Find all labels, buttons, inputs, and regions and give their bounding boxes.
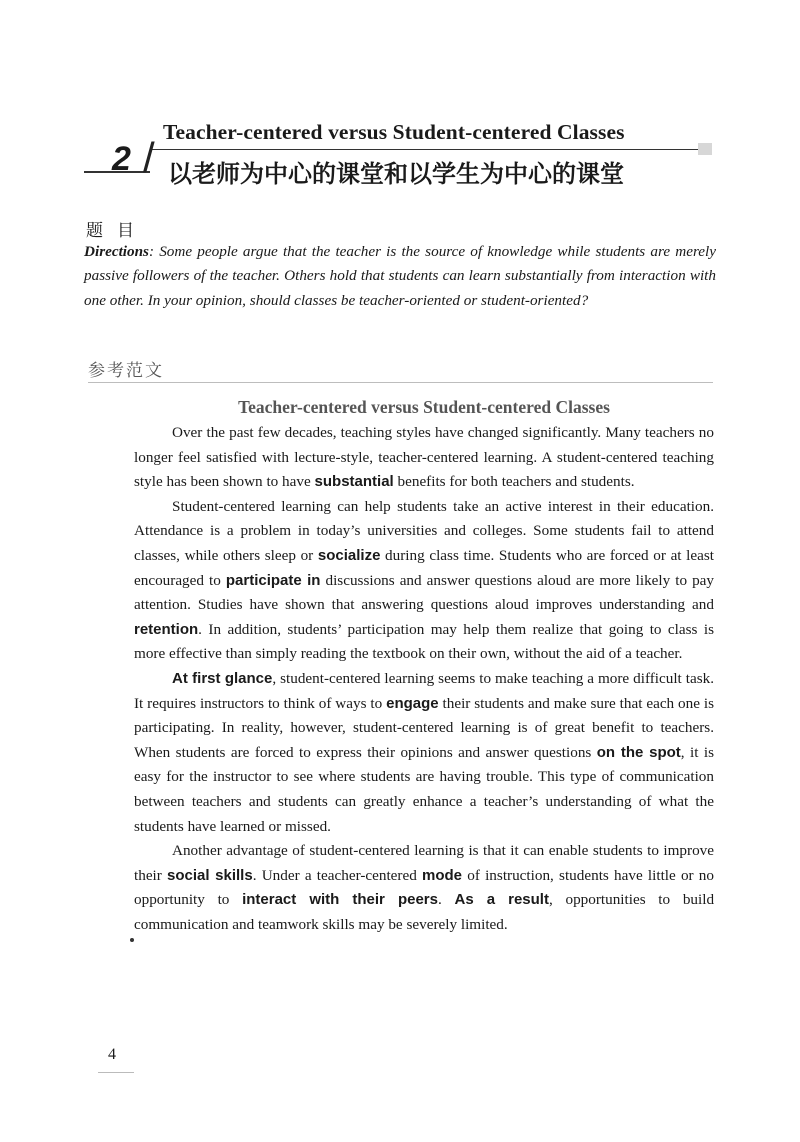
chapter-title-en: Teacher-centered versus Student-centered Classes [163, 120, 625, 144]
essay-paragraph-1 [134, 421, 714, 495]
essay-text: of instruction, students have little or no opportunity to [134, 866, 714, 909]
topic-heading: 题目 [86, 221, 148, 241]
header-rule-end-mark [698, 143, 712, 155]
keyword: engage [386, 694, 439, 712]
keyword: At first glance [172, 669, 273, 687]
essay-text: . Under a teacher-centered [252, 866, 423, 884]
essay-title: Teacher-centered versus Student-centered Classes [238, 397, 610, 417]
keyword: participate in [225, 571, 321, 589]
keyword: retention [134, 620, 199, 638]
essay-text: Student-centered learning can help students take an active interest in their education. Attendance is a problem in today’s universities and colleges. Some students fail to attend classes, while others sleep or [134, 497, 714, 564]
chapter-slash-ornament: / [143, 134, 155, 181]
keyword: social skills [167, 866, 253, 884]
keyword: substantial [314, 473, 394, 491]
keyword: socialize [317, 546, 381, 564]
footer-ornament [98, 1072, 134, 1073]
essay-text: , it is easy for the instructor to see where students are having trouble. This type of communication between teachers and students can greatly enhance a teacher’s understanding of what the students have learned or missed. [134, 743, 714, 835]
essay-text: . [437, 891, 455, 909]
chapter-title-cn: 以老师为中心的课堂和以学生为中心的课堂 [168, 160, 624, 188]
essay-text: , opportunities to build communication and teamwork skills may be severely limited. [134, 891, 715, 933]
directions-text: : Some people argue that the teacher is the source of knowledge while students are merely passive followers of the teacher. Others hold that students can learn substantially from interaction with one other. In your opinion, should classes be teacher-oriented or student-oriented? [84, 243, 716, 309]
essay-text: , student-centered learning seems to make teaching a more difficult task. It requires instructors to think of ways to [134, 669, 714, 712]
essay-text: during class time. Students who are forced or at least encouraged to [134, 546, 714, 589]
essay-body [134, 421, 714, 937]
sample-heading-rule [88, 382, 713, 383]
essay-paragraph-3 [134, 667, 714, 839]
keyword: mode [422, 866, 463, 884]
header-rule [150, 149, 698, 150]
directions-label: Directions [84, 243, 149, 260]
directions-paragraph [84, 240, 716, 313]
keyword: As a result [454, 891, 549, 909]
essay-text: their students and make sure that each one is participating. In reality, however, student-centered learning is of great benefit to teachers. When students are forced to express their opinions and answer questions [134, 694, 714, 761]
essay-text: benefits for both teachers and students. [393, 473, 635, 491]
page-number: 4 [108, 1046, 116, 1063]
keyword: interact with their peers [242, 891, 438, 909]
essay-paragraph-2 [134, 495, 714, 667]
keyword: on the spot [596, 743, 681, 761]
essay-text: Another advantage of student-centered learning is that it can enable students to improve their [134, 842, 714, 884]
essay-text: . In addition, students’ participation may help them realize that going to class is more effective than simply reading the textbook on their own, without the aid of a teacher. [134, 620, 714, 663]
chapter-number: 2 [112, 140, 131, 178]
essay-paragraph-4 [134, 839, 714, 937]
essay-text: Over the past few decades, teaching styles have changed significantly. Many teachers no longer feel satisfied with lecture-style, teacher-centered learning. A student-centered teaching style has been shown to have [134, 424, 714, 491]
essay-text: discussions and answer questions aloud are more likely to pay attention. Studies have shown that answering questions aloud improves understanding and [134, 571, 715, 614]
sample-essay-heading: 参考范文 [88, 361, 164, 381]
print-speck [130, 938, 134, 942]
